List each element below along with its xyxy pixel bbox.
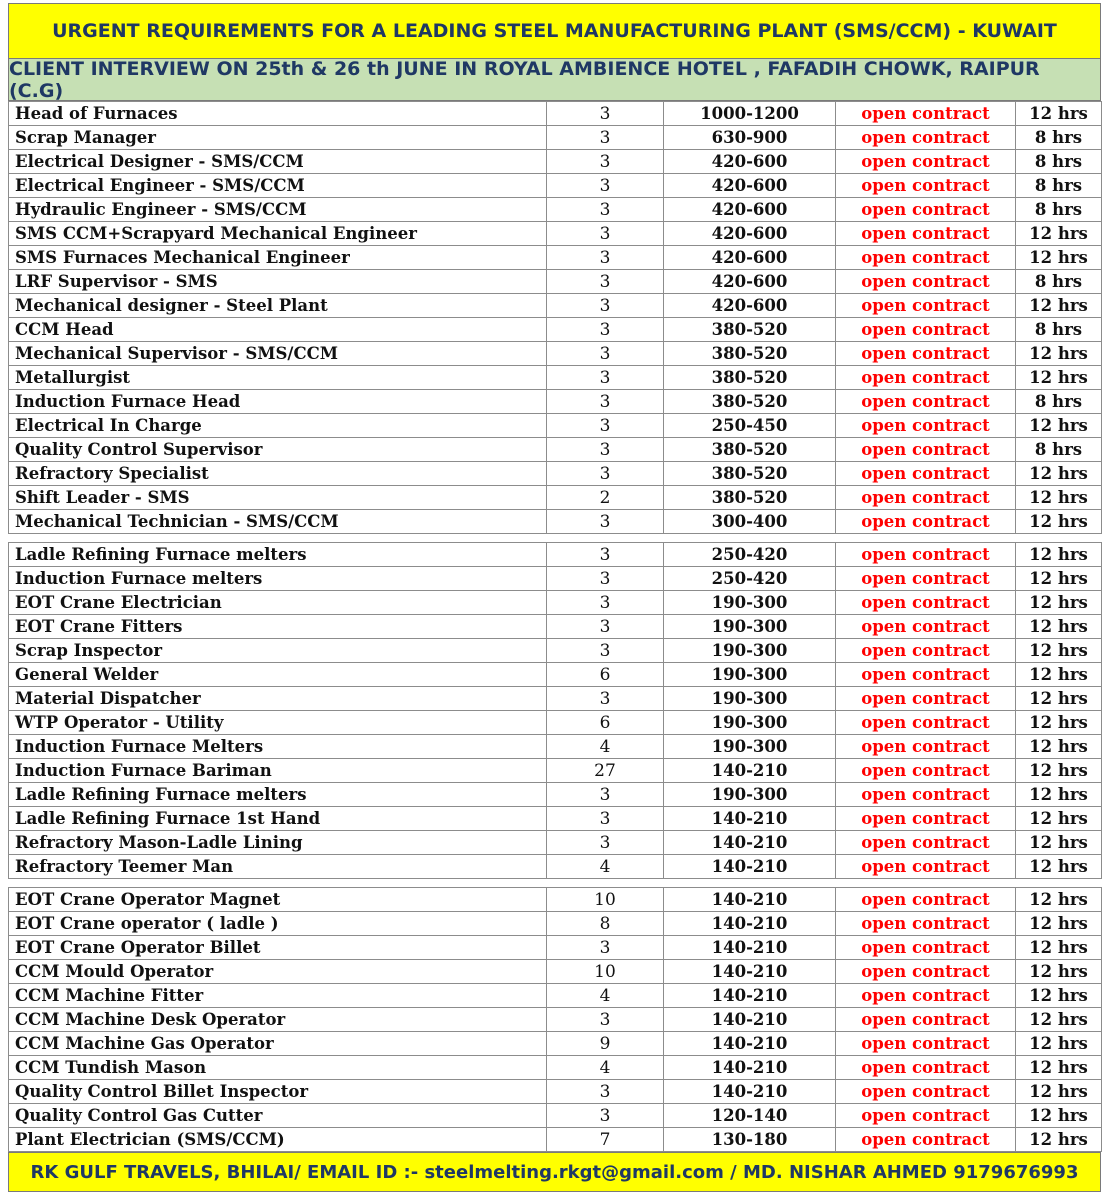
contract-cell: open contract: [836, 1008, 1016, 1032]
quantity-cell: 8: [547, 912, 664, 936]
position-cell: Induction Furnace Head: [9, 390, 547, 414]
salary-cell: 250-420: [664, 543, 836, 567]
salary-cell: 140-210: [664, 831, 836, 855]
quantity-cell: 3: [547, 639, 664, 663]
position-cell: Induction Furnace melters: [9, 567, 547, 591]
contract-cell: open contract: [836, 342, 1016, 366]
table-row: [9, 936, 1102, 960]
hours-cell: 12 hrs: [1016, 807, 1102, 831]
hours-cell: 12 hrs: [1016, 831, 1102, 855]
hours-cell: 12 hrs: [1016, 567, 1102, 591]
table-row: [9, 318, 1102, 342]
section-divider: [9, 879, 1102, 888]
contract-cell: open contract: [836, 198, 1016, 222]
quantity-cell: 3: [547, 102, 664, 126]
hours-cell: 12 hrs: [1016, 912, 1102, 936]
table-row: [9, 735, 1102, 759]
contract-cell: open contract: [836, 486, 1016, 510]
position-cell: EOT Crane Electrician: [9, 591, 547, 615]
position-cell: Ladle Refining Furnace melters: [9, 783, 547, 807]
contract-cell: open contract: [836, 984, 1016, 1008]
quantity-cell: 10: [547, 888, 664, 912]
quantity-cell: 6: [547, 711, 664, 735]
salary-cell: 120-140: [664, 1104, 836, 1128]
hours-cell: 12 hrs: [1016, 687, 1102, 711]
hours-cell: 12 hrs: [1016, 1104, 1102, 1128]
table-row: [9, 102, 1102, 126]
quantity-cell: 3: [547, 807, 664, 831]
table-row: [9, 1008, 1102, 1032]
hours-cell: 12 hrs: [1016, 591, 1102, 615]
requirements-table: [8, 101, 1102, 1152]
salary-cell: 130-180: [664, 1128, 836, 1152]
quantity-cell: 3: [547, 342, 664, 366]
position-cell: General Welder: [9, 663, 547, 687]
section-divider: [9, 534, 1102, 543]
contract-cell: open contract: [836, 294, 1016, 318]
quantity-cell: 9: [547, 1032, 664, 1056]
salary-cell: 190-300: [664, 783, 836, 807]
position-cell: EOT Crane operator ( ladle ): [9, 912, 547, 936]
contract-cell: open contract: [836, 543, 1016, 567]
contract-cell: open contract: [836, 414, 1016, 438]
salary-cell: 420-600: [664, 222, 836, 246]
table-row: [9, 1128, 1102, 1152]
quantity-cell: 3: [547, 438, 664, 462]
table-row: [9, 390, 1102, 414]
position-cell: Induction Furnace Melters: [9, 735, 547, 759]
contract-cell: open contract: [836, 936, 1016, 960]
quantity-cell: 6: [547, 663, 664, 687]
position-cell: Hydraulic Engineer - SMS/CCM: [9, 198, 547, 222]
table-row: [9, 246, 1102, 270]
table-row: [9, 960, 1102, 984]
salary-cell: 420-600: [664, 246, 836, 270]
hours-cell: 12 hrs: [1016, 294, 1102, 318]
position-cell: Scrap Manager: [9, 126, 547, 150]
salary-cell: 380-520: [664, 342, 836, 366]
quantity-cell: 3: [547, 198, 664, 222]
hours-cell: 12 hrs: [1016, 246, 1102, 270]
subtitle-banner: [8, 59, 1101, 101]
position-cell: EOT Crane Operator Billet: [9, 936, 547, 960]
position-cell: Mechanical Supervisor - SMS/CCM: [9, 342, 547, 366]
quantity-cell: 3: [547, 462, 664, 486]
hours-cell: 12 hrs: [1016, 759, 1102, 783]
contact-footer: [8, 1152, 1101, 1192]
hours-cell: 12 hrs: [1016, 462, 1102, 486]
contract-cell: open contract: [836, 960, 1016, 984]
table-row: [9, 663, 1102, 687]
table-row: [9, 270, 1102, 294]
salary-cell: 140-210: [664, 1056, 836, 1080]
salary-cell: 190-300: [664, 591, 836, 615]
salary-cell: 380-520: [664, 462, 836, 486]
contract-cell: open contract: [836, 246, 1016, 270]
salary-cell: 190-300: [664, 711, 836, 735]
position-cell: Plant Electrician (SMS/CCM): [9, 1128, 547, 1152]
hours-cell: 12 hrs: [1016, 366, 1102, 390]
table-row: [9, 711, 1102, 735]
salary-cell: 190-300: [664, 615, 836, 639]
position-cell: CCM Mould Operator: [9, 960, 547, 984]
quantity-cell: 3: [547, 510, 664, 534]
salary-cell: 140-210: [664, 1008, 836, 1032]
hours-cell: 12 hrs: [1016, 663, 1102, 687]
table-row: [9, 294, 1102, 318]
table-row: [9, 759, 1102, 783]
hours-cell: 12 hrs: [1016, 615, 1102, 639]
position-cell: Ladle Refining Furnace melters: [9, 543, 547, 567]
hours-cell: 12 hrs: [1016, 735, 1102, 759]
contract-cell: open contract: [836, 174, 1016, 198]
hours-cell: 12 hrs: [1016, 711, 1102, 735]
contract-cell: open contract: [836, 831, 1016, 855]
quantity-cell: 3: [547, 615, 664, 639]
position-cell: Electrical Engineer - SMS/CCM: [9, 174, 547, 198]
contract-cell: open contract: [836, 615, 1016, 639]
salary-cell: 380-520: [664, 486, 836, 510]
table-row: [9, 150, 1102, 174]
salary-cell: 190-300: [664, 663, 836, 687]
salary-cell: 140-210: [664, 1080, 836, 1104]
quantity-cell: 3: [547, 1008, 664, 1032]
contract-cell: open contract: [836, 318, 1016, 342]
table-row: [9, 615, 1102, 639]
hours-cell: 12 hrs: [1016, 1056, 1102, 1080]
contract-cell: open contract: [836, 1032, 1016, 1056]
salary-cell: 140-210: [664, 984, 836, 1008]
contract-cell: open contract: [836, 510, 1016, 534]
salary-cell: 190-300: [664, 687, 836, 711]
table-row: [9, 591, 1102, 615]
salary-cell: 420-600: [664, 270, 836, 294]
position-cell: Quality Control Supervisor: [9, 438, 547, 462]
salary-cell: 190-300: [664, 735, 836, 759]
contract-cell: open contract: [836, 222, 1016, 246]
salary-cell: 380-520: [664, 366, 836, 390]
position-cell: Scrap Inspector: [9, 639, 547, 663]
contract-cell: open contract: [836, 711, 1016, 735]
quantity-cell: 3: [547, 390, 664, 414]
table-row: [9, 486, 1102, 510]
quantity-cell: 3: [547, 318, 664, 342]
section-divider-cell: [9, 534, 1102, 543]
table-row: [9, 639, 1102, 663]
table-row: [9, 222, 1102, 246]
hours-cell: 12 hrs: [1016, 102, 1102, 126]
contract-cell: open contract: [836, 102, 1016, 126]
contract-cell: open contract: [836, 735, 1016, 759]
position-cell: Quality Control Gas Cutter: [9, 1104, 547, 1128]
position-cell: Electrical In Charge: [9, 414, 547, 438]
salary-cell: 420-600: [664, 150, 836, 174]
hours-cell: 8 hrs: [1016, 150, 1102, 174]
contract-cell: open contract: [836, 807, 1016, 831]
contract-cell: open contract: [836, 366, 1016, 390]
quantity-cell: 4: [547, 984, 664, 1008]
contract-cell: open contract: [836, 1080, 1016, 1104]
position-cell: CCM Head: [9, 318, 547, 342]
contract-cell: open contract: [836, 888, 1016, 912]
hours-cell: 8 hrs: [1016, 198, 1102, 222]
hours-cell: 12 hrs: [1016, 1008, 1102, 1032]
salary-cell: 190-300: [664, 639, 836, 663]
hours-cell: 8 hrs: [1016, 174, 1102, 198]
table-row: [9, 1080, 1102, 1104]
table-row: [9, 831, 1102, 855]
quantity-cell: 2: [547, 486, 664, 510]
table-row: [9, 438, 1102, 462]
position-cell: EOT Crane Fitters: [9, 615, 547, 639]
table-row: [9, 462, 1102, 486]
quantity-cell: 3: [547, 783, 664, 807]
position-cell: LRF Supervisor - SMS: [9, 270, 547, 294]
salary-cell: 420-600: [664, 198, 836, 222]
section-divider-cell: [9, 879, 1102, 888]
table-row: [9, 984, 1102, 1008]
quantity-cell: 3: [547, 567, 664, 591]
contract-cell: open contract: [836, 639, 1016, 663]
position-cell: SMS Furnaces Mechanical Engineer: [9, 246, 547, 270]
hours-cell: 12 hrs: [1016, 855, 1102, 879]
position-cell: Refractory Mason-Ladle Lining: [9, 831, 547, 855]
salary-cell: 1000-1200: [664, 102, 836, 126]
position-cell: Quality Control Billet Inspector: [9, 1080, 547, 1104]
contract-cell: open contract: [836, 591, 1016, 615]
salary-cell: 140-210: [664, 936, 836, 960]
table-row: [9, 1032, 1102, 1056]
table-row: [9, 855, 1102, 879]
contract-cell: open contract: [836, 390, 1016, 414]
table-row: [9, 342, 1102, 366]
quantity-cell: 3: [547, 936, 664, 960]
salary-cell: 140-210: [664, 960, 836, 984]
table-row: [9, 912, 1102, 936]
quantity-cell: 3: [547, 174, 664, 198]
quantity-cell: 4: [547, 735, 664, 759]
position-cell: CCM Machine Desk Operator: [9, 1008, 547, 1032]
contract-cell: open contract: [836, 1056, 1016, 1080]
quantity-cell: 3: [547, 1080, 664, 1104]
hours-cell: 8 hrs: [1016, 438, 1102, 462]
position-cell: Mechanical designer - Steel Plant: [9, 294, 547, 318]
position-cell: Refractory Teemer Man: [9, 855, 547, 879]
hours-cell: 12 hrs: [1016, 342, 1102, 366]
quantity-cell: 3: [547, 150, 664, 174]
table-row: [9, 126, 1102, 150]
table-row: [9, 198, 1102, 222]
position-cell: Shift Leader - SMS: [9, 486, 547, 510]
contract-cell: open contract: [836, 462, 1016, 486]
quantity-cell: 3: [547, 222, 664, 246]
hours-cell: 8 hrs: [1016, 390, 1102, 414]
contract-cell: open contract: [836, 783, 1016, 807]
salary-cell: 630-900: [664, 126, 836, 150]
salary-cell: 380-520: [664, 390, 836, 414]
table-row: [9, 1104, 1102, 1128]
hours-cell: 8 hrs: [1016, 126, 1102, 150]
table-row: [9, 687, 1102, 711]
table-row: [9, 807, 1102, 831]
hours-cell: 12 hrs: [1016, 414, 1102, 438]
position-cell: Refractory Specialist: [9, 462, 547, 486]
contract-cell: open contract: [836, 567, 1016, 591]
quantity-cell: 3: [547, 831, 664, 855]
contract-cell: open contract: [836, 687, 1016, 711]
page-title: URGENT REQUIREMENTS FOR A LEADING STEEL MANUFACTURING PLANT (SMS/CCM) - KUWAIT: [52, 20, 1057, 42]
salary-cell: 420-600: [664, 174, 836, 198]
hours-cell: 12 hrs: [1016, 1032, 1102, 1056]
salary-cell: 140-210: [664, 807, 836, 831]
position-cell: CCM Tundish Mason: [9, 1056, 547, 1080]
quantity-cell: 7: [547, 1128, 664, 1152]
salary-cell: 250-450: [664, 414, 836, 438]
contract-cell: open contract: [836, 150, 1016, 174]
position-cell: Head of Furnaces: [9, 102, 547, 126]
table-row: [9, 543, 1102, 567]
quantity-cell: 3: [547, 246, 664, 270]
hours-cell: 12 hrs: [1016, 984, 1102, 1008]
salary-cell: 380-520: [664, 438, 836, 462]
position-cell: Material Dispatcher: [9, 687, 547, 711]
position-cell: Induction Furnace Bariman: [9, 759, 547, 783]
table-row: [9, 510, 1102, 534]
salary-cell: 140-210: [664, 1032, 836, 1056]
table-row: [9, 174, 1102, 198]
quantity-cell: 10: [547, 960, 664, 984]
position-cell: CCM Machine Fitter: [9, 984, 547, 1008]
contract-cell: open contract: [836, 855, 1016, 879]
hours-cell: 12 hrs: [1016, 936, 1102, 960]
hours-cell: 12 hrs: [1016, 783, 1102, 807]
salary-cell: 300-400: [664, 510, 836, 534]
interview-info: CLIENT INTERVIEW ON 25th & 26 th JUNE IN ROYAL AMBIENCE HOTEL , FAFADIH CHOWK, RAIPUR (C.G): [9, 57, 1040, 102]
quantity-cell: 3: [547, 270, 664, 294]
hours-cell: 8 hrs: [1016, 318, 1102, 342]
position-cell: Electrical Designer - SMS/CCM: [9, 150, 547, 174]
salary-cell: 140-210: [664, 759, 836, 783]
hours-cell: 12 hrs: [1016, 1128, 1102, 1152]
table-row: [9, 1056, 1102, 1080]
table-row: [9, 888, 1102, 912]
quantity-cell: 3: [547, 126, 664, 150]
hours-cell: 12 hrs: [1016, 222, 1102, 246]
contract-cell: open contract: [836, 759, 1016, 783]
position-cell: Mechanical Technician - SMS/CCM: [9, 510, 547, 534]
hours-cell: 12 hrs: [1016, 960, 1102, 984]
hours-cell: 12 hrs: [1016, 510, 1102, 534]
title-banner: [8, 3, 1101, 59]
hours-cell: 12 hrs: [1016, 1080, 1102, 1104]
contract-cell: open contract: [836, 1128, 1016, 1152]
salary-cell: 140-210: [664, 855, 836, 879]
salary-cell: 380-520: [664, 318, 836, 342]
position-cell: EOT Crane Operator Magnet: [9, 888, 547, 912]
contract-cell: open contract: [836, 663, 1016, 687]
contract-cell: open contract: [836, 912, 1016, 936]
contract-cell: open contract: [836, 126, 1016, 150]
quantity-cell: 3: [547, 591, 664, 615]
requirements-table-body: [9, 102, 1102, 1152]
hours-cell: 12 hrs: [1016, 888, 1102, 912]
quantity-cell: 4: [547, 855, 664, 879]
hours-cell: 12 hrs: [1016, 543, 1102, 567]
position-cell: SMS CCM+Scrapyard Mechanical Engineer: [9, 222, 547, 246]
position-cell: Metallurgist: [9, 366, 547, 390]
quantity-cell: 3: [547, 414, 664, 438]
contract-cell: open contract: [836, 270, 1016, 294]
table-row: [9, 567, 1102, 591]
hours-cell: 12 hrs: [1016, 639, 1102, 663]
hours-cell: 8 hrs: [1016, 270, 1102, 294]
table-row: [9, 783, 1102, 807]
salary-cell: 140-210: [664, 912, 836, 936]
quantity-cell: 3: [547, 543, 664, 567]
salary-cell: 250-420: [664, 567, 836, 591]
contract-cell: open contract: [836, 438, 1016, 462]
salary-cell: 140-210: [664, 888, 836, 912]
position-cell: WTP Operator - Utility: [9, 711, 547, 735]
table-row: [9, 366, 1102, 390]
position-cell: CCM Machine Gas Operator: [9, 1032, 547, 1056]
quantity-cell: 3: [547, 294, 664, 318]
quantity-cell: 27: [547, 759, 664, 783]
salary-cell: 420-600: [664, 294, 836, 318]
quantity-cell: 4: [547, 1056, 664, 1080]
quantity-cell: 3: [547, 687, 664, 711]
job-sheet: [8, 0, 1101, 1192]
contract-cell: open contract: [836, 1104, 1016, 1128]
contact-info: RK GULF TRAVELS, BHILAI/ EMAIL ID :- steelmelting.rkgt@gmail.com / MD. NISHAR AHMED 9179676993: [30, 1161, 1079, 1183]
hours-cell: 12 hrs: [1016, 486, 1102, 510]
table-row: [9, 414, 1102, 438]
quantity-cell: 3: [547, 1104, 664, 1128]
position-cell: Ladle Refining Furnace 1st Hand: [9, 807, 547, 831]
quantity-cell: 3: [547, 366, 664, 390]
